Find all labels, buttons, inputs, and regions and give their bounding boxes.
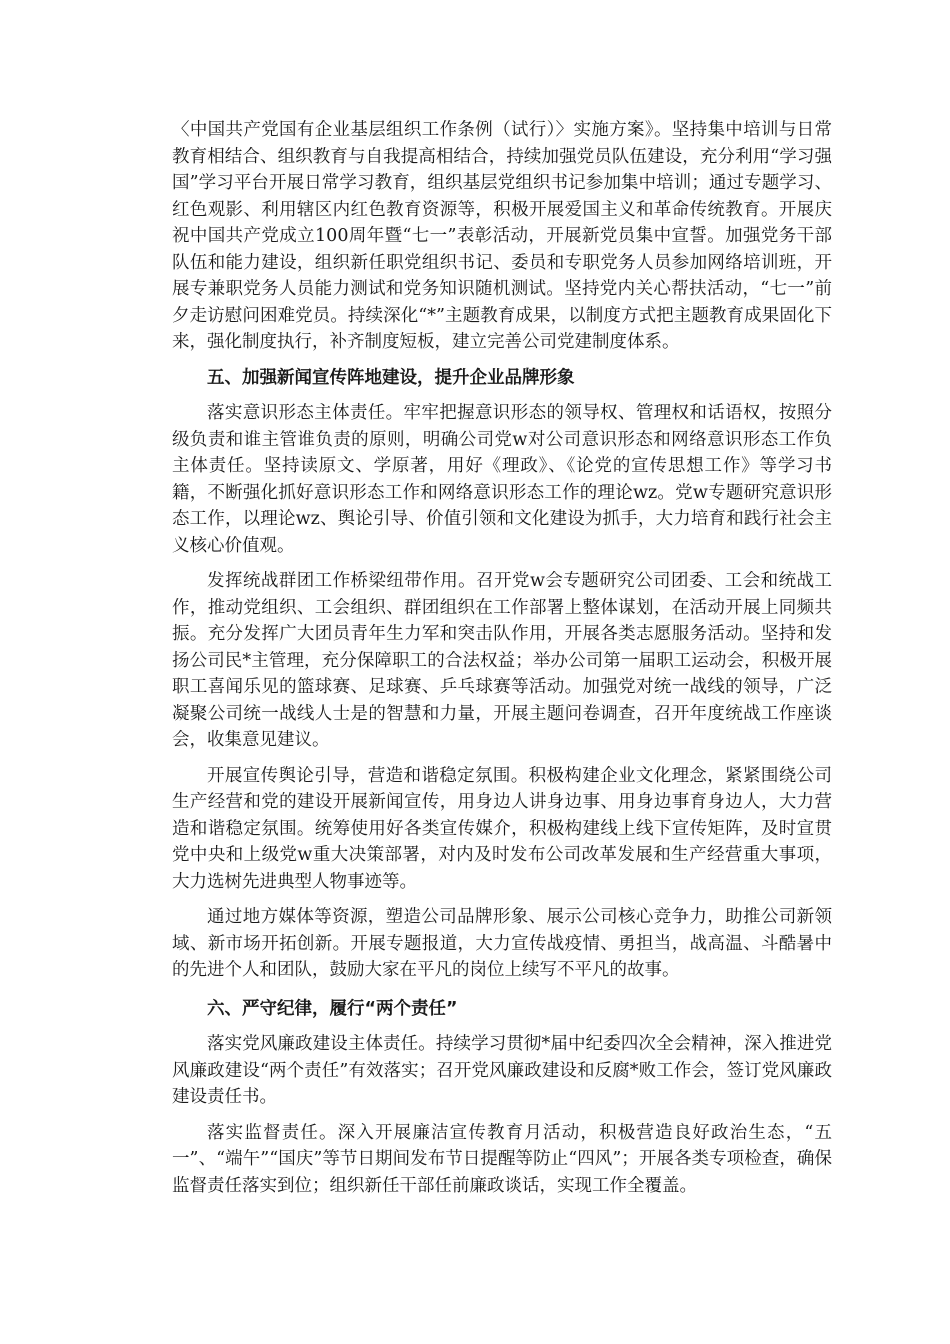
section-heading-6: 六、严守纪律，履行“两个责任”	[207, 998, 458, 1019]
paragraph-supervision-responsibility: 落实监督责任。深入开展廉洁宣传教育月活动，积极营造良好政治生态，“五一”、“端午”“国庆”等节日期间发布节日提醒等防止“四风”；开展各类专项检查，确保监督责任落实到位；组织新任干部任前廉政谈话，实现工作全覆盖。	[172, 1122, 832, 1196]
document-page	[172, 117, 832, 1208]
paragraph-united-front: 发挥统战群团工作桥梁纽带作用。召开党w会专题研究公司团委、工会和统战工作，推动党组织、工会组织、群团组织在工作部署上整体谋划，在活动开展上同频共振。充分发挥广大团员青年生力军和突击队作用，开展各类志愿服务活动。坚持和发扬公司民*主管理，充分保障职工的合法权益；举办公司第一届职工运动会，积极开展职工喜闻乐见的篮球赛、足球赛、乒乓球赛等活动。加强党对统一战线的领导，广泛凝聚公司统一战线人士是的智慧和力量，开展主题问卷调查，召开年度统战工作座谈会，收集意见建议。	[172, 571, 832, 750]
section-heading-5: 五、加强新闻宣传阵地建设，提升企业品牌形象	[207, 367, 575, 388]
paragraph-ideology-responsibility: 落实意识形态主体责任。牢牢把握意识形态的领导权、管理权和话语权，按照分级负责和谁主管谁负责的原则，明确公司党w对公司意识形态和网络意识形态工作负主体责任。坚持读原文、学原著，用好《理政》、《论党的宣传思想工作》等学习书籍，不断强化抓好意识形态工作和网络意识形态工作的理论wz。党w专题研究意识形态工作，以理论wz、舆论引导、价值引领和文化建设为抓手，大力培育和践行社会主义核心价值观。	[172, 403, 832, 556]
paragraph-implementation-plan: 〈中国共产党国有企业基层组织工作条例（试行）〉实施方案》。坚持集中培训与日常教育相结合、组织教育与自我提高相结合，持续加强党员队伍建设，充分利用“学习强国”学习平台开展日常学习教育，组织基层党组织书记参加集中培训；通过专题学习、红色观影、利用辖区内红色教育资源等，积极开展爱国主义和革命传统教育。开展庆祝中国共产党成立100周年暨“七一”表彰活动，开展新党员集中宣誓。加强党务干部队伍和能力建设，组织新任职党组织书记、委员和专职党务人员参加网络培训班，开展专兼职党务人员能力测试和党务知识随机测试。坚持党内关心帮扶活动，“七一”前夕走访慰问困难党员。持续深化“*”主题教育成果，以制度方式把主题教育成果固化下来，强化制度执行，补齐制度短板，建立完善公司党建制度体系。	[172, 120, 832, 352]
paragraph-brand-image: 通过地方媒体等资源，塑造公司品牌形象、展示公司核心竞争力，助推公司新领域、新市场开拓创新。开展专题报道，大力宣传战疫情、勇担当，战高温、斗酷暑中的先进个人和团队，鼓励大家在平凡的岗位上续写不平凡的故事。	[172, 907, 832, 980]
paragraph-public-opinion: 开展宣传舆论引导，营造和谐稳定氛围。积极构建企业文化理念，紧紧围绕公司生产经营和党的建设开展新闻宣传，用身边人讲身边事、用身边事育身边人，大力营造和谐稳定氛围。统筹使用好各类宣传媒介，积极构建线上线下宣传矩阵，及时宣贯党中央和上级党w重大决策部署，对内及时发布公司改革发展和生产经营重大事项，大力选树先进典型人物事迹等。	[172, 765, 832, 892]
paragraph-integrity-responsibility: 落实党风廉政建设主体责任。持续学习贯彻*届中纪委四次全会精神，深入推进党风廉政建设“两个责任”有效落实；召开党风廉政建设和反腐*败工作会，签订党风廉政建设责任书。	[172, 1034, 832, 1107]
